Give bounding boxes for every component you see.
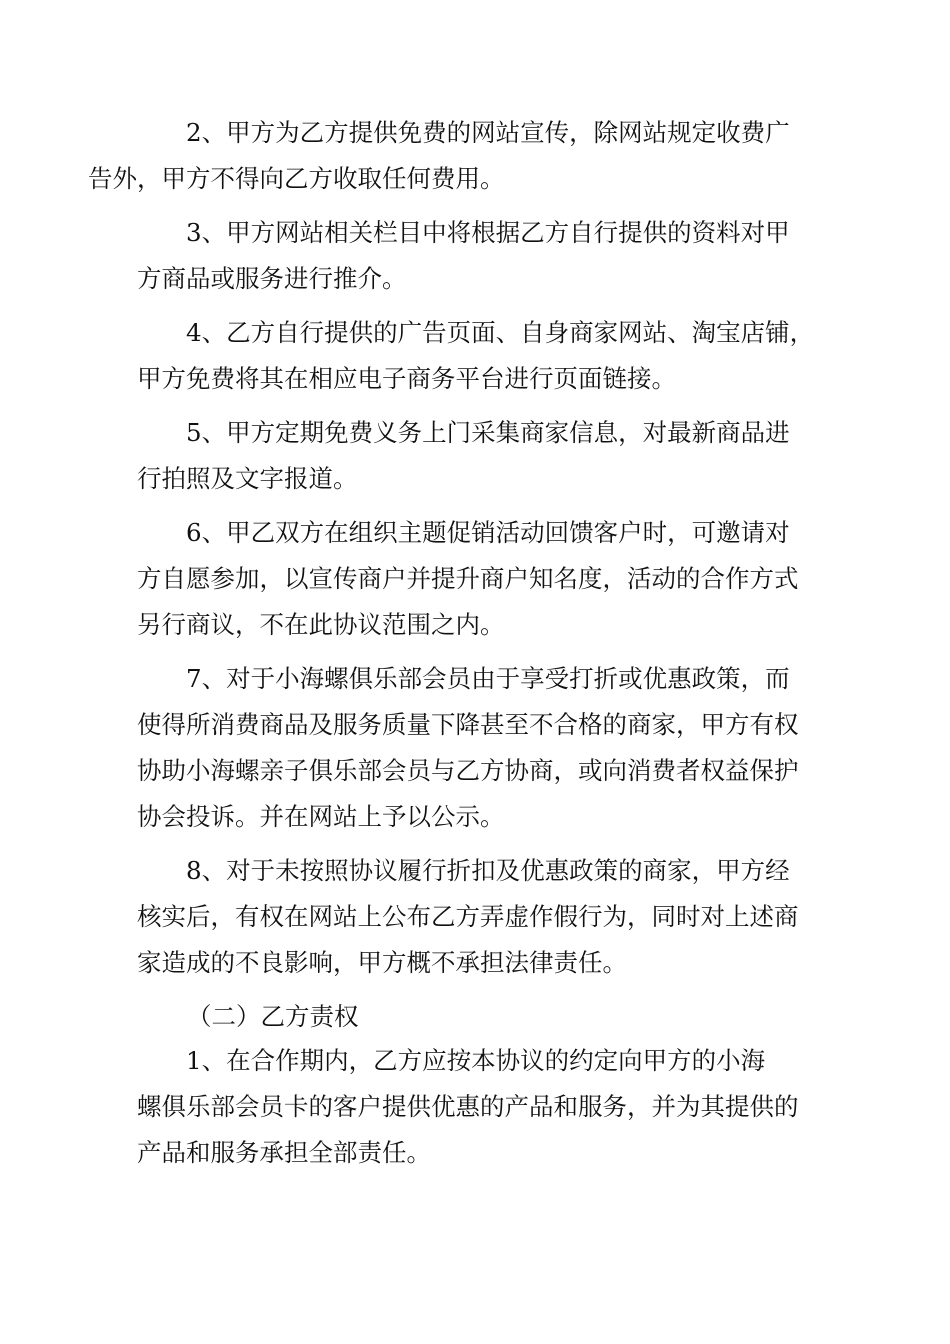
text-line: 告外，甲方不得向乙方收取任何费用。 <box>88 164 505 193</box>
clause-3 <box>137 210 827 302</box>
text-line: 协会投诉。并在网站上予以公示。 <box>137 802 505 831</box>
clause-2 <box>88 110 827 202</box>
text-line: 方商品或服务进行推介。 <box>137 264 407 293</box>
text-line: 核实后，有权在网站上公布乙方弄虚作假行为，同时对上述商 <box>137 902 799 931</box>
text-line: 甲方免费将其在相应电子商务平台进行页面链接。 <box>137 364 676 393</box>
section-heading: （二）乙方责权 <box>187 1002 359 1031</box>
clause-8 <box>137 848 827 986</box>
text-line: 7、对于小海螺俱乐部会员由于享受打折或优惠政策，而 <box>186 664 790 693</box>
text-line: 家造成的不良影响，甲方概不承担法律责任。 <box>137 948 627 977</box>
clause-6 <box>137 510 827 648</box>
clause-4 <box>137 310 827 402</box>
text-line: 方自愿参加，以宣传商户并提升商户知名度，活动的合作方式 <box>137 564 799 593</box>
text-line: 产品和服务承担全部责任。 <box>137 1138 431 1167</box>
text-line: 行拍照及文字报道。 <box>137 464 358 493</box>
document-body <box>88 110 827 1184</box>
clause-7 <box>137 656 827 840</box>
text-line: 2、甲方为乙方提供免费的网站宣传，除网站规定收费广 <box>186 118 790 147</box>
text-line: 协助小海螺亲子俱乐部会员与乙方协商，或向消费者权益保护 <box>137 756 799 785</box>
clause-5 <box>137 410 827 502</box>
text-line: 螺俱乐部会员卡的客户提供优惠的产品和服务，并为其提供的 <box>137 1092 799 1121</box>
text-line: 8、对于未按照协议履行折扣及优惠政策的商家，甲方经 <box>186 856 790 885</box>
text-line: 1、在合作期内，乙方应按本协议的约定向甲方的小海 <box>186 1046 766 1075</box>
text-line: 4、乙方自行提供的广告页面、自身商家网站、淘宝店铺， <box>186 318 815 347</box>
text-line: 3、甲方网站相关栏目中将根据乙方自行提供的资料对甲 <box>186 218 790 247</box>
party-b-clause-1 <box>137 1038 827 1176</box>
text-line: 5、甲方定期免费义务上门采集商家信息，对最新商品进 <box>186 418 790 447</box>
text-line: 另行商议，不在此协议范围之内。 <box>137 610 505 639</box>
text-line: 使得所消费商品及服务质量下降甚至不合格的商家，甲方有权 <box>137 710 799 739</box>
text-line: 6、甲乙双方在组织主题促销活动回馈客户时，可邀请对 <box>186 518 790 547</box>
